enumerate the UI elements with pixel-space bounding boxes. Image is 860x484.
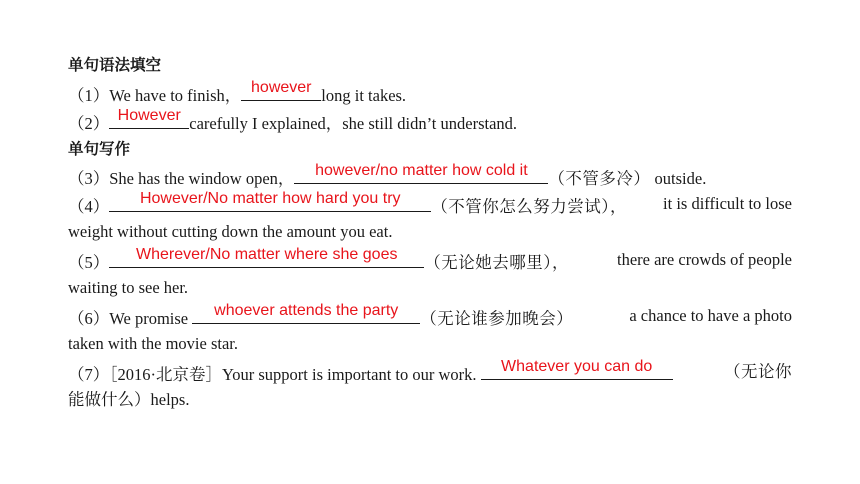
q4-answer: However/No matter how hard you try (139, 190, 401, 207)
q1-answer-blank (241, 79, 321, 101)
q5-prefix: （5） (68, 253, 110, 272)
question-4-continued: weight without cutting down the amount you eat. (68, 222, 393, 241)
q7-prefix: （7）［2016·北京卷］Your support is important to our work. (68, 365, 481, 384)
q1-suffix: long it takes. (321, 86, 407, 105)
q3-answer-blank (294, 162, 548, 184)
q3-answer: however/no matter how cold it (315, 162, 528, 179)
section-heading-sentence-writing: 单句写作 (68, 140, 131, 158)
q2-suffix: carefully I explained，she still didn’t understand. (189, 114, 518, 133)
q1-prefix: （1）We have to finish， (68, 86, 242, 105)
question-1 (68, 79, 407, 106)
q3-suffix: outside. (650, 169, 707, 188)
question-7 (68, 358, 792, 385)
question-2 (68, 107, 518, 134)
q2-answer: However (117, 107, 181, 124)
q4-answer-blank (109, 190, 431, 212)
q6-hint: （无论谁参加晚会） (420, 309, 574, 328)
q7-answer-blank (481, 358, 673, 380)
q2-answer-blank (109, 107, 189, 129)
question-6-continued: taken with the movie star. (68, 334, 239, 353)
q6-answer-blank (192, 302, 420, 324)
q5-tail: there are crowds of people (617, 250, 792, 269)
q7-hint: （无论你 (724, 362, 792, 381)
q4-tail: it is difficult to lose (663, 194, 792, 213)
q5-answer: Wherever/No matter where she goes (136, 246, 398, 263)
q7-answer: Whatever you can do (501, 358, 653, 375)
q6-answer: whoever attends the party (214, 302, 399, 319)
question-4 (68, 190, 792, 217)
q6-tail: a chance to have a photo (629, 306, 792, 325)
q1-answer: however (251, 79, 312, 96)
question-7-continued: 能做什么）helps. (68, 390, 190, 409)
q4-prefix: （4） (68, 197, 110, 216)
q3-prefix: （3）She has the window open， (68, 169, 295, 188)
question-5-continued: waiting to see her. (68, 278, 189, 297)
q4-hint: （不管你怎么努力尝试）， (431, 197, 627, 216)
question-6 (68, 302, 792, 329)
section-heading-grammar-fill: 单句语法填空 (68, 56, 162, 74)
question-3 (68, 162, 707, 189)
q5-hint: （无论她去哪里）， (424, 253, 569, 272)
q3-hint: （不管多冷） (548, 169, 651, 188)
q2-prefix: （2） (68, 114, 110, 133)
q5-answer-blank (109, 246, 424, 268)
question-5 (68, 246, 792, 273)
q6-prefix: （6）We promise (68, 309, 193, 328)
